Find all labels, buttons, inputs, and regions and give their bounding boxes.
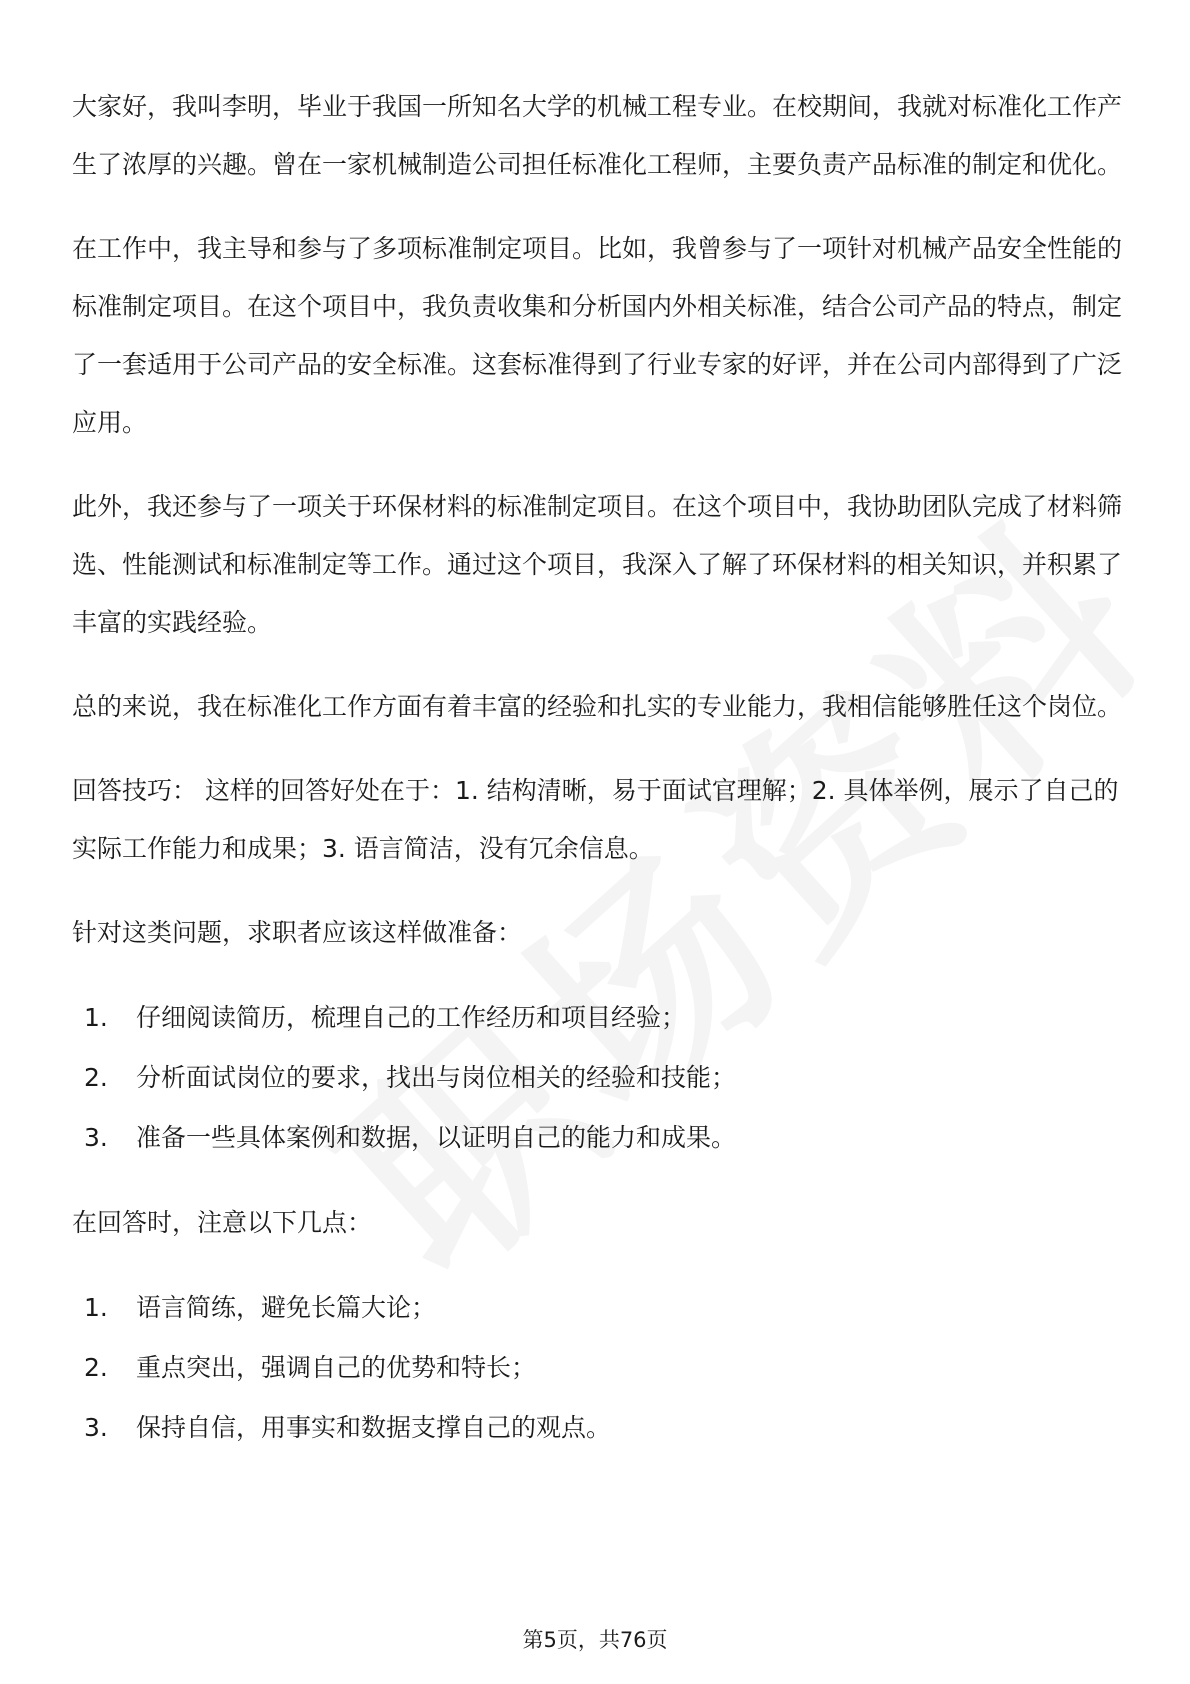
list-item-number: 1. [84,1003,108,1032]
list-item-number: 3. [84,1123,108,1152]
environmental-project-paragraph: 此外，我还参与了一项关于环保材料的标准制定项目。在这个项目中，我协助团队完成了材料筛选、性能测试和标准制定等工作。通过这个项目，我深入了解了环保材料的相关知识，并积累了丰富的实践经验。 [72,492,1123,637]
list-item [72,1338,1122,1398]
notes-heading: 在回答时，注意以下几点： [72,1208,373,1237]
preparation-list [72,988,1122,1168]
preparation-heading: 针对这类问题，求职者应该这样做准备： [72,918,523,947]
list-item-text: 重点突出，强调自己的优势和特长； [136,1353,537,1382]
list-item-number: 2. [84,1063,108,1092]
list-item-text: 语言简练，避免长篇大论； [136,1293,437,1322]
list-item-text: 保持自信，用事实和数据支撑自己的观点。 [136,1413,612,1442]
list-item [72,1108,1122,1168]
list-item-text: 分析面试岗位的要求，找出与岗位相关的经验和技能； [136,1063,737,1092]
list-item [72,1398,1122,1458]
list-item-number: 2. [84,1353,108,1382]
list-item-number: 1. [84,1293,108,1322]
notes-list [72,1278,1122,1458]
intro-paragraph: 大家好，我叫李明，毕业于我国一所知名大学的机械工程专业。在校期间，我就对标准化工作产生了浓厚的兴趣。曾在一家机械制造公司担任标准化工程师，主要负责产品标准的制定和优化。 [72,92,1123,179]
work-experience-paragraph: 在工作中，我主导和参与了多项标准制定项目。比如，我曾参与了一项针对机械产品安全性能的标准制定项目。在这个项目中，我负责收集和分析国内外相关标准，结合公司产品的特点，制定了一套适用于公司产品的安全标准。这套标准得到了行业专家的好评，并在公司内部得到了广泛应用。 [72,234,1123,437]
list-item [72,1278,1122,1338]
list-item-text: 仔细阅读简历，梳理自己的工作经历和项目经验； [136,1003,687,1032]
answer-tips-paragraph: 回答技巧： 这样的回答好处在于：1. 结构清晰，易于面试官理解；2. 具体举例，展示了自己的实际工作能力和成果；3. 语言简洁，没有冗余信息。 [72,776,1119,863]
summary-paragraph: 总的来说，我在标准化工作方面有着丰富的经验和扎实的专业能力，我相信能够胜任这个岗位。 [72,692,1123,721]
list-item [72,1048,1122,1108]
list-item-text: 准备一些具体案例和数据，以证明自己的能力和成果。 [136,1123,737,1152]
list-item [72,988,1122,1048]
document-body [72,78,1122,1484]
list-item-number: 3. [84,1413,108,1442]
page-number: 第5页，共76页 [522,1628,668,1652]
